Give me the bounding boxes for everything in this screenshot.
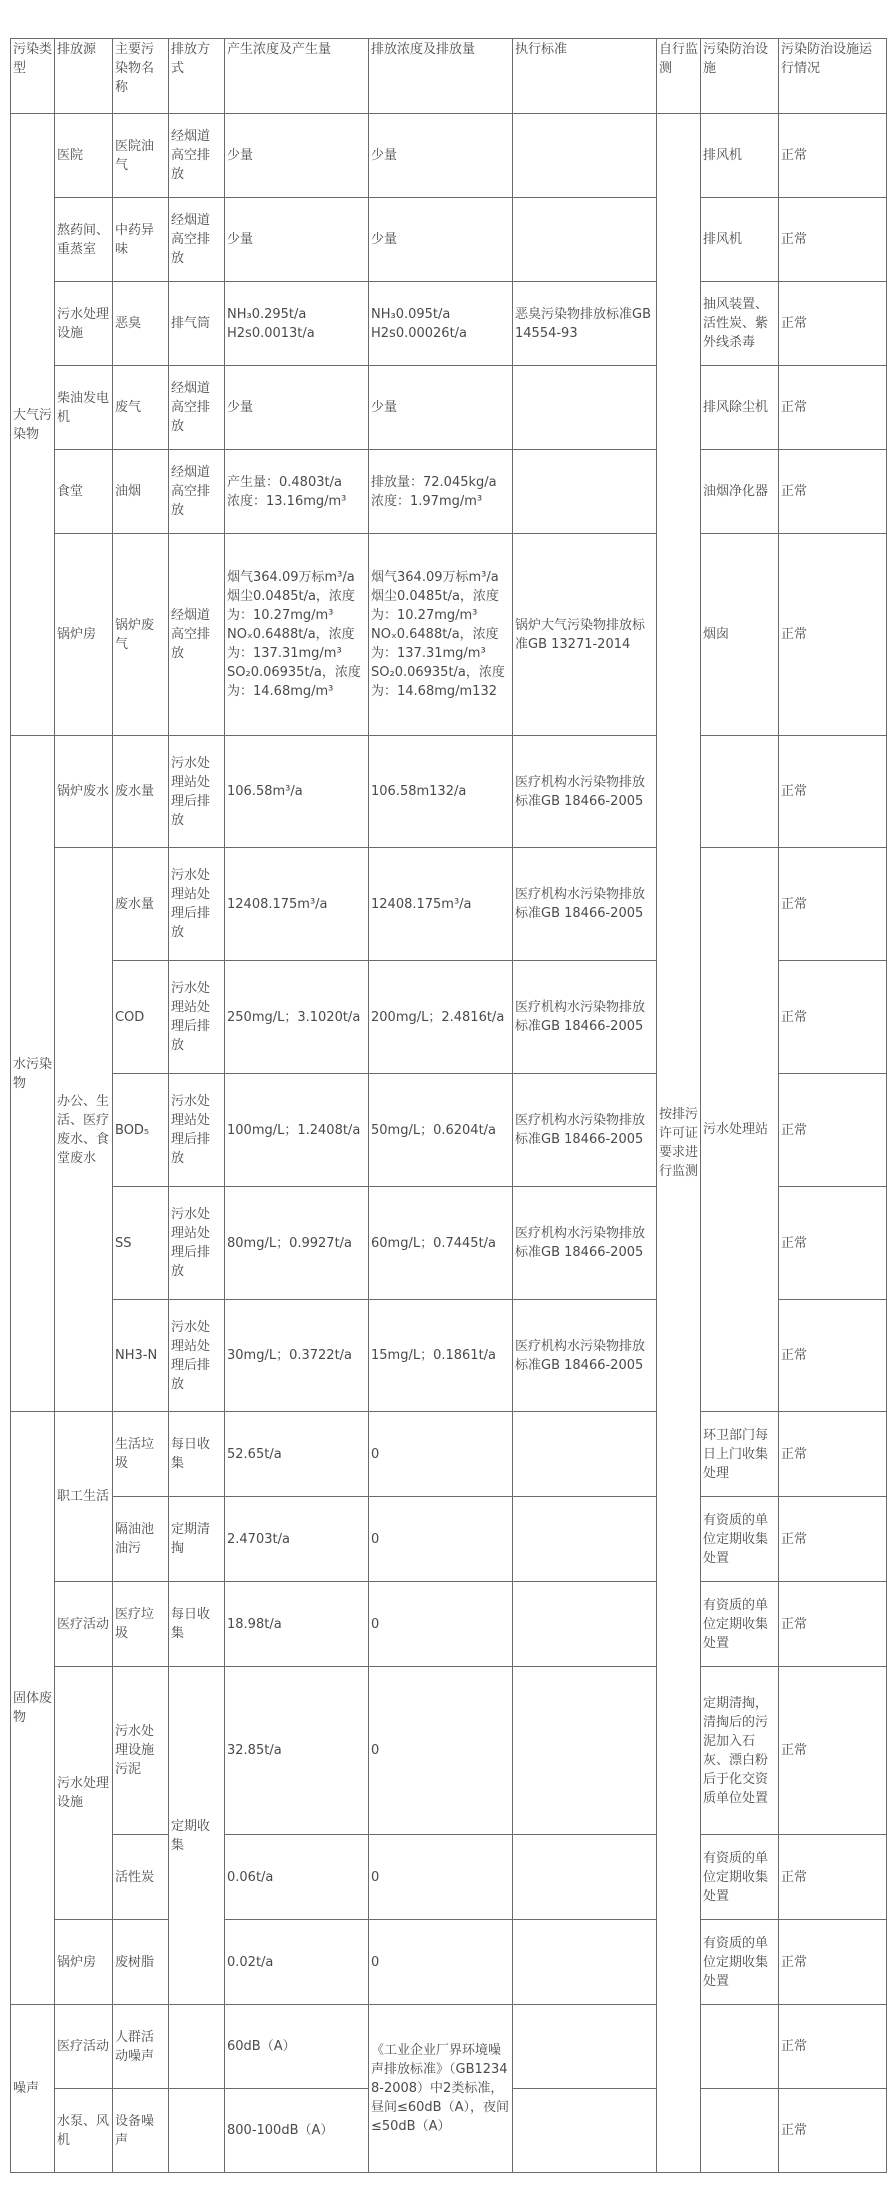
method-cell: 定期收集 <box>169 1667 225 2005</box>
method-cell: 经烟道高空排放 <box>169 366 225 450</box>
generated-cell: 80mg/L；0.9927t/a <box>225 1187 369 1300</box>
pollutant-cell: 锅炉废气 <box>113 534 169 736</box>
emitted-cell: 排放量：72.045kg/a 浓度：1.97mg/m³ <box>369 450 513 534</box>
header-row <box>11 39 887 114</box>
source-cell: 医疗活动 <box>55 2005 113 2089</box>
header-cell: 污染防治设施 <box>701 39 779 114</box>
standard-cell: 恶臭污染物排放标准GB 14554-93 <box>513 282 657 366</box>
source-cell: 医院 <box>55 114 113 198</box>
pollutant-cell: 污水处理设施污泥 <box>113 1667 169 1835</box>
table-row <box>11 1497 887 1582</box>
source-cell: 食堂 <box>55 450 113 534</box>
pollutant-cell: 生活垃圾 <box>113 1412 169 1497</box>
method-cell: 污水处理站处理后排放 <box>169 1300 225 1412</box>
generated-cell: 52.65t/a <box>225 1412 369 1497</box>
emitted-cell: 少量 <box>369 366 513 450</box>
source-cell: 职工生活 <box>55 1412 113 1582</box>
method-cell: 每日收集 <box>169 1582 225 1667</box>
status-cell: 正常 <box>779 282 887 366</box>
generated-cell: 30mg/L；0.3722t/a <box>225 1300 369 1412</box>
method-cell: 经烟道高空排放 <box>169 198 225 282</box>
method-cell: 排气筒 <box>169 282 225 366</box>
standard-cell: 医疗机构水污染物排放标准GB 18466-2005 <box>513 1074 657 1187</box>
status-cell: 正常 <box>779 534 887 736</box>
standard-cell <box>513 1497 657 1582</box>
status-cell: 正常 <box>779 114 887 198</box>
method-cell: 污水处理站处理后排放 <box>169 1187 225 1300</box>
standard-cell: 医疗机构水污染物排放标准GB 18466-2005 <box>513 848 657 961</box>
facility-cell: 定期清掏，清掏后的污泥加入石灰、漂白粉后于化交资质单位处置 <box>701 1667 779 1835</box>
standard-cell <box>513 2089 657 2173</box>
generated-cell: NH₃0.295t/a H2s0.0013t/a <box>225 282 369 366</box>
pollutant-cell: 设备噪声 <box>113 2089 169 2173</box>
emitted-cell: 少量 <box>369 198 513 282</box>
facility-cell: 有资质的单位定期收集处置 <box>701 1497 779 1582</box>
standard-cell <box>513 366 657 450</box>
pollution-table <box>10 38 887 2173</box>
status-cell: 正常 <box>779 1074 887 1187</box>
pollutant-cell: BOD₅ <box>113 1074 169 1187</box>
standard-cell <box>513 1412 657 1497</box>
facility-cell: 有资质的单位定期收集处置 <box>701 1582 779 1667</box>
type-cell-water: 水污染物 <box>11 736 55 1412</box>
generated-cell: 产生量：0.4803t/a 浓度：13.16mg/m³ <box>225 450 369 534</box>
table-row <box>11 366 887 450</box>
pollutant-cell: 废气 <box>113 366 169 450</box>
header-cell: 排放浓度及排放量 <box>369 39 513 114</box>
table-row <box>11 2005 887 2089</box>
standard-cell <box>513 1835 657 1920</box>
table-row <box>11 198 887 282</box>
generated-cell: 少量 <box>225 198 369 282</box>
header-cell: 自行监测 <box>657 39 701 114</box>
source-cell: 办公、生活、医疗废水、食堂废水 <box>55 848 113 1412</box>
method-cell: 污水处理站处理后排放 <box>169 961 225 1074</box>
facility-cell: 排风机 <box>701 198 779 282</box>
facility-cell <box>701 736 779 848</box>
method-cell: 污水处理站处理后排放 <box>169 736 225 848</box>
table-row <box>11 1835 887 1920</box>
table-row <box>11 848 887 961</box>
status-cell: 正常 <box>779 1412 887 1497</box>
standard-cell <box>513 1582 657 1667</box>
emitted-cell: 烟气364.09万标m³/a 烟尘0.0485t/a，浓度为：10.27mg/m³ NOₓ0.6488t/a，浓度为：137.31mg/m³ SO₂0.06935t/a，浓度为：14.68mg/m132 <box>369 534 513 736</box>
standard-cell <box>513 1667 657 1835</box>
table-row <box>11 1582 887 1667</box>
pollutant-cell: 隔油池油污 <box>113 1497 169 1582</box>
table-row <box>11 450 887 534</box>
pollutant-cell: SS <box>113 1187 169 1300</box>
status-cell: 正常 <box>779 2089 887 2173</box>
standard-cell: 医疗机构水污染物排放标准GB 18466-2005 <box>513 961 657 1074</box>
header-cell: 排放源 <box>55 39 113 114</box>
facility-cell: 油烟净化器 <box>701 450 779 534</box>
standard-cell <box>513 450 657 534</box>
table-row <box>11 282 887 366</box>
standard-cell: 医疗机构水污染物排放标准GB 18466-2005 <box>513 1187 657 1300</box>
emitted-cell: 12408.175m³/a <box>369 848 513 961</box>
standard-cell <box>513 2005 657 2089</box>
status-cell: 正常 <box>779 1920 887 2005</box>
facility-cell: 排风除尘机 <box>701 366 779 450</box>
pollutant-cell: 油烟 <box>113 450 169 534</box>
table-row <box>11 736 887 848</box>
status-cell: 正常 <box>779 366 887 450</box>
method-cell: 每日收集 <box>169 1412 225 1497</box>
status-cell: 正常 <box>779 1187 887 1300</box>
status-cell: 正常 <box>779 1667 887 1835</box>
method-cell: 经烟道高空排放 <box>169 534 225 736</box>
status-cell: 正常 <box>779 961 887 1074</box>
method-cell <box>169 2089 225 2173</box>
emitted-cell: 0 <box>369 1497 513 1582</box>
emitted-cell: 0 <box>369 1412 513 1497</box>
emitted-cell: 50mg/L；0.6204t/a <box>369 1074 513 1187</box>
generated-cell: 少量 <box>225 114 369 198</box>
facility-cell: 抽风装置、活性炭、紫外线杀毒 <box>701 282 779 366</box>
facility-cell: 有资质的单位定期收集处置 <box>701 1835 779 1920</box>
facility-cell: 排风机 <box>701 114 779 198</box>
generated-cell: 60dB（A） <box>225 2005 369 2089</box>
type-cell-air: 大气污染物 <box>11 114 55 736</box>
source-cell: 柴油发电机 <box>55 366 113 450</box>
emitted-cell: 0 <box>369 1920 513 2005</box>
table-row <box>11 1920 887 2005</box>
standard-cell: 锅炉大气污染物排放标准GB 13271-2014 <box>513 534 657 736</box>
pollutant-cell: 恶臭 <box>113 282 169 366</box>
generated-cell: 2.4703t/a <box>225 1497 369 1582</box>
standard-cell <box>513 198 657 282</box>
method-cell: 定期清掏 <box>169 1497 225 1582</box>
type-cell-solid: 固体废物 <box>11 1412 55 2005</box>
standard-cell: 医疗机构水污染物排放标准GB 18466-2005 <box>513 736 657 848</box>
status-cell: 正常 <box>779 1497 887 1582</box>
table-row <box>11 534 887 736</box>
status-cell: 正常 <box>779 1582 887 1667</box>
status-cell: 正常 <box>779 198 887 282</box>
header-cell: 产生浓度及产生量 <box>225 39 369 114</box>
status-cell: 正常 <box>779 450 887 534</box>
emitted-cell: 0 <box>369 1835 513 1920</box>
pollutant-cell: COD <box>113 961 169 1074</box>
pollutant-cell: 废水量 <box>113 848 169 961</box>
status-cell: 正常 <box>779 2005 887 2089</box>
header-cell: 污染类型 <box>11 39 55 114</box>
generated-cell: 250mg/L；3.1020t/a <box>225 961 369 1074</box>
generated-cell: 0.06t/a <box>225 1835 369 1920</box>
source-cell: 锅炉废水 <box>55 736 113 848</box>
source-cell: 锅炉房 <box>55 1920 113 2005</box>
monitoring-cell: 按排污许可证要求进行监测 <box>657 114 701 2173</box>
method-cell: 经烟道高空排放 <box>169 114 225 198</box>
method-cell: 污水处理站处理后排放 <box>169 848 225 961</box>
emitted-cell: 0 <box>369 1582 513 1667</box>
standard-cell <box>513 1920 657 2005</box>
generated-cell: 32.85t/a <box>225 1667 369 1835</box>
facility-cell: 有资质的单位定期收集处置 <box>701 1920 779 2005</box>
generated-cell: 12408.175m³/a <box>225 848 369 961</box>
method-cell: 污水处理站处理后排放 <box>169 1074 225 1187</box>
table-row <box>11 1412 887 1497</box>
pollutant-cell: 中药异味 <box>113 198 169 282</box>
generated-cell: 800-100dB（A） <box>225 2089 369 2173</box>
status-cell: 正常 <box>779 1300 887 1412</box>
facility-cell: 环卫部门每日上门收集处理 <box>701 1412 779 1497</box>
facility-cell: 污水处理站 <box>701 848 779 1412</box>
pollutant-cell: 废水量 <box>113 736 169 848</box>
source-cell: 熬药间、重蒸室 <box>55 198 113 282</box>
emitted-cell: 15mg/L；0.1861t/a <box>369 1300 513 1412</box>
pollutant-cell: 活性炭 <box>113 1835 169 1920</box>
method-cell <box>169 2005 225 2089</box>
standard-cell: 医疗机构水污染物排放标准GB 18466-2005 <box>513 1300 657 1412</box>
header-cell: 主要污染物名称 <box>113 39 169 114</box>
source-cell: 医疗活动 <box>55 1582 113 1667</box>
source-cell: 污水处理设施 <box>55 282 113 366</box>
emitted-cell: 200mg/L；2.4816t/a <box>369 961 513 1074</box>
source-cell: 水泵、风机 <box>55 2089 113 2173</box>
emitted-cell: 106.58m132/a <box>369 736 513 848</box>
status-cell: 正常 <box>779 848 887 961</box>
standard-cell <box>513 114 657 198</box>
generated-cell: 烟气364.09万标m³/a 烟尘0.0485t/a，浓度为：10.27mg/m³ NOₓ0.6488t/a，浓度为：137.31mg/m³ SO₂0.06935t/a，浓度为：14.68mg/m³ <box>225 534 369 736</box>
emitted-cell: 0 <box>369 1667 513 1835</box>
source-cell: 锅炉房 <box>55 534 113 736</box>
type-cell-noise: 噪声 <box>11 2005 55 2173</box>
method-cell: 经烟道高空排放 <box>169 450 225 534</box>
generated-cell: 18.98t/a <box>225 1582 369 1667</box>
header-cell: 污染防治设施运行情况 <box>779 39 887 114</box>
table-row <box>11 1667 887 1835</box>
pollutant-cell: 医院油气 <box>113 114 169 198</box>
facility-cell <box>701 2005 779 2089</box>
emitted-cell: 少量 <box>369 114 513 198</box>
facility-cell: 烟囱 <box>701 534 779 736</box>
header-cell: 执行标准 <box>513 39 657 114</box>
generated-cell: 少量 <box>225 366 369 450</box>
emitted-cell: NH₃0.095t/a H2s0.00026t/a <box>369 282 513 366</box>
pollutant-cell: 医疗垃圾 <box>113 1582 169 1667</box>
emitted-cell: 《工业企业厂界环境噪声排放标准》（GB12348-2008）中2类标准，昼间≤60dB（A），夜间≤50dB（A） <box>369 2005 513 2173</box>
emitted-cell: 60mg/L；0.7445t/a <box>369 1187 513 1300</box>
generated-cell: 0.02t/a <box>225 1920 369 2005</box>
header-cell: 排放方式 <box>169 39 225 114</box>
pollutant-cell: NH3-N <box>113 1300 169 1412</box>
table-row <box>11 114 887 198</box>
pollutant-cell: 废树脂 <box>113 1920 169 2005</box>
source-cell: 污水处理设施 <box>55 1667 113 1920</box>
generated-cell: 106.58m³/a <box>225 736 369 848</box>
facility-cell <box>701 2089 779 2173</box>
status-cell: 正常 <box>779 736 887 848</box>
pollutant-cell: 人群活动噪声 <box>113 2005 169 2089</box>
status-cell: 正常 <box>779 1835 887 1920</box>
generated-cell: 100mg/L；1.2408t/a <box>225 1074 369 1187</box>
